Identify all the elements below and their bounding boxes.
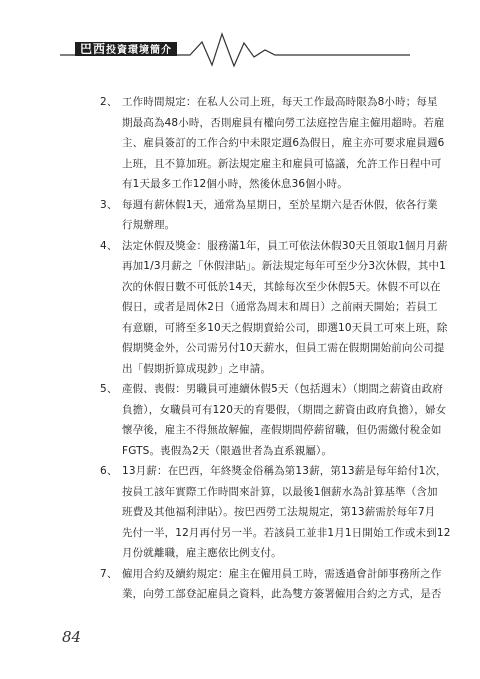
list-item-number: 4、 (100, 239, 118, 252)
text-line: 業，向勞工部登記雇員之資料，此為雙方簽署僱用合約之方式，是否 (122, 588, 442, 600)
text-line: 負擔），女職員可有120天的育嬰假，（期間之薪資由政府負擔），婦女 (122, 403, 447, 416)
text-line: 班費及其他福利津貼）。按巴西勞工法規規定，第13薪需於每年7月 (122, 506, 436, 518)
text-line: 每週有薪休假1天，通常為星期日，至於星期六是否休假，依各行業 (122, 198, 438, 211)
list-item-number: 5、 (100, 383, 118, 395)
text-line: 產假、喪假：男職員可連續休假5天（包括週末）（期間之薪資由政府 (122, 383, 444, 395)
text-line: 懷孕後，雇主不得無故解僱，產假期間停薪留職，但仍需繳付稅金如 (122, 424, 442, 436)
text-line: 先付一半，12月再付另一半。若該員工並非1月1日開始工作或未到12 (122, 526, 451, 539)
text-line: 上班，且不算加班。新法規定雇主和雇員可協議，允許工作日程中可 (122, 157, 442, 170)
list-item-number: 3、 (100, 198, 118, 211)
list-item (100, 379, 447, 461)
text-line: 次的休假日數不可低於14天，其餘每次至少休假5天。休假不可以在 (122, 280, 441, 293)
list-item-number: 6、 (100, 465, 118, 477)
text-line: 期最高為48小時，否則雇員有權向勞工法庭控告雇主僱用超時。若雇 (122, 116, 445, 129)
text-line: 13月薪：在巴西，年終獎金俗稱為第13薪，第13薪是每年給付1次， (122, 465, 447, 477)
list-item (100, 195, 438, 236)
text-line: 假期獎金外，公司需另付10天薪水，但員工需在假期開始前向公司提 (122, 342, 445, 354)
text-line: 再加1/3月薪之「休假津貼」。新法規定每年可至少分3次休假，其中1 (122, 260, 446, 272)
list-item (100, 236, 448, 380)
list-item (100, 564, 442, 605)
list-item-number: 2、 (100, 96, 118, 108)
list-item (100, 461, 451, 564)
list-item (100, 92, 445, 195)
text-line: 工作時間規定：在私人公司上班，每天工作最高時限為8小時；每星 (122, 96, 438, 108)
header-title-small: 投資環境簡介 (106, 45, 173, 56)
header-title-badge (75, 42, 177, 56)
list-item-number: 7、 (100, 567, 118, 580)
page-header (0, 28, 480, 68)
text-line: 有1天最多工作12個小時，然後休息36個小時。 (122, 178, 348, 190)
text-line: 出「假期折算成現鈔」之申請。 (122, 362, 272, 375)
article-body (100, 92, 451, 605)
text-line: 月份就離職，雇主應依比例支付。 (122, 547, 282, 559)
text-line: 假日，或者是周休2日（通常為周末和周日）之前兩天開始；若員工 (122, 301, 438, 313)
text-line: 僱用合約及續約規定：雇主在僱用員工時，需透過會計師事務所之作 (122, 567, 442, 580)
text-line: FGTS。喪假為2天（限過世者為直系親屬）。 (122, 444, 333, 457)
text-line: 行規辦理。 (122, 219, 176, 231)
page-number: 84 (62, 628, 82, 646)
text-line: 主、雇員簽訂的工作合約中未限定週6為假日，雇主亦可要求雇員週6 (122, 137, 445, 149)
heartbeat-line-graphic (0, 28, 480, 68)
text-line: 法定休假及獎金：服務滿1年，員工可依法休假30天且領取1個月月薪 (122, 239, 448, 252)
text-line: 有意願，可將至多10天之假期賣給公司，即選10天員工可來上班，除 (122, 321, 448, 334)
header-title-big: 巴西 (80, 42, 107, 56)
text-line: 按員工該年實際工作時間來計算，以最後1個薪水為計算基準（含加 (122, 485, 438, 498)
